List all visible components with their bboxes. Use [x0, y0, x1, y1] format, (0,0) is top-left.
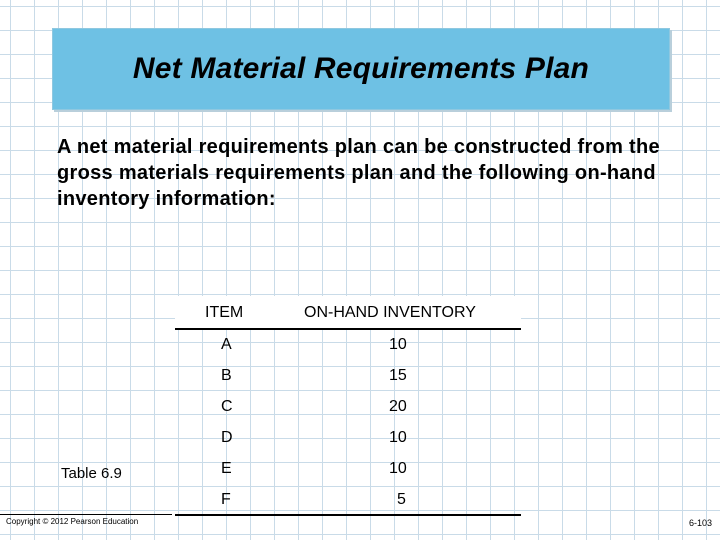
table-header	[175, 296, 521, 330]
cell-item: B	[221, 367, 232, 384]
cell-qty: 10	[389, 336, 407, 353]
table-row	[175, 336, 521, 366]
table-row	[175, 460, 521, 490]
table-row	[175, 367, 521, 397]
intro-paragraph: A net material requirements plan can be constructed from the gross materials requirements plan and the following on-hand inventory information:	[57, 136, 660, 210]
cell-qty: 15	[389, 367, 407, 384]
cell-item: A	[221, 336, 232, 353]
cell-item: E	[221, 460, 232, 477]
cell-qty: 20	[389, 398, 407, 415]
title-banner	[52, 28, 670, 110]
header-on-hand-inventory: ON-HAND INVENTORY	[304, 304, 476, 321]
cell-qty: 10	[389, 429, 407, 446]
cell-item: C	[221, 398, 233, 415]
inventory-table	[175, 296, 521, 516]
table-row	[175, 429, 521, 459]
cell-item: F	[221, 491, 231, 508]
cell-qty: 5	[397, 491, 406, 508]
table-row	[175, 491, 521, 521]
slide-title: Net Material Requirements Plan	[132, 52, 590, 85]
footer-divider	[0, 514, 172, 515]
page-number: 6-103	[688, 518, 712, 528]
cell-qty: 10	[389, 460, 407, 477]
table-caption: Table 6.9	[61, 465, 122, 482]
table-body	[175, 330, 521, 516]
cell-item: D	[221, 429, 233, 446]
header-item: ITEM	[205, 304, 244, 321]
table-row	[175, 398, 521, 428]
copyright-notice: Copyright © 2012 Pearson Education	[6, 517, 139, 526]
